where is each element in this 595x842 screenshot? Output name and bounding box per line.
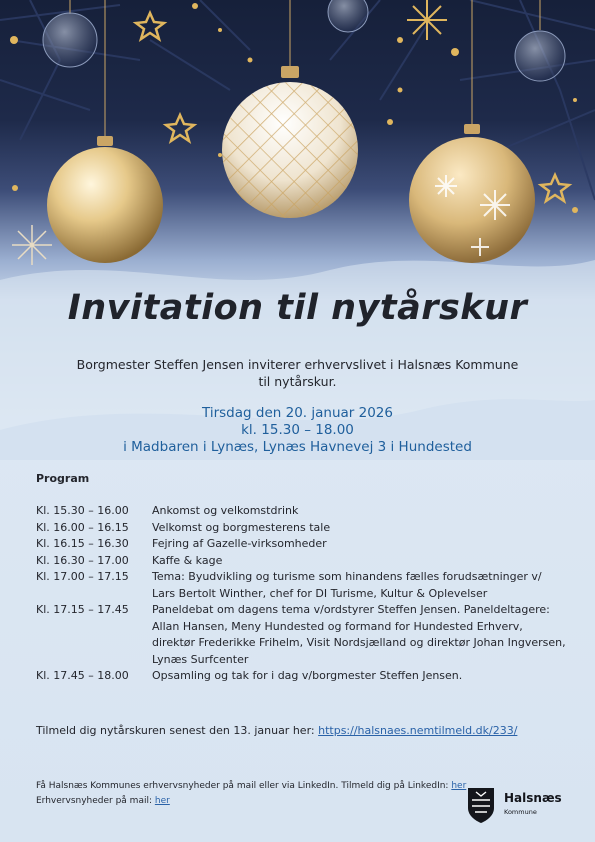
program-item	[36, 602, 566, 668]
event-details	[40, 405, 555, 456]
footer-mail-text: Erhvervsnyheder på mail:	[36, 796, 155, 806]
bauble-cap	[464, 124, 480, 134]
program-time: Kl. 15.30 – 16.00	[36, 504, 129, 517]
program-desc: Fejring af Gazelle-virksomheder	[152, 537, 327, 550]
bauble-cap	[97, 136, 113, 146]
program-item	[36, 668, 566, 685]
footer-line-2	[36, 794, 476, 809]
linkedin-signup-link[interactable]: her	[451, 781, 467, 791]
program-desc: Tema: Byudvikling og turisme som hinandens fælles forudsætninger v/ Lars Bertolt Winther, chef for DI Turisme, Kultur & Oplevelser	[152, 570, 542, 600]
intro-line-2: til nytårskur.	[258, 374, 337, 389]
program-item	[36, 569, 566, 602]
coat-of-arms-icon	[466, 786, 496, 824]
lattice-bauble-center	[222, 82, 358, 218]
gold-snowflake-icon	[407, 0, 447, 40]
bauble-cap	[281, 66, 299, 78]
signup-label: Tilmeld dig nytårskuren senest den 13. januar her:	[36, 724, 319, 737]
program-time: Kl. 17.00 – 17.15	[36, 570, 129, 583]
mail-signup-link[interactable]: her	[154, 796, 170, 806]
program-item	[36, 520, 566, 537]
glass-bauble	[43, 13, 97, 67]
program-time: Kl. 16.00 – 16.15	[36, 520, 129, 534]
logo-subtitle: Kommune	[504, 808, 537, 816]
program-item	[36, 553, 566, 570]
page-title: Invitation til nytårskur	[67, 288, 528, 328]
footer-text	[36, 779, 476, 809]
program-desc: Paneldebat om dagens tema v/ordstyrer Steffen Jensen. Paneldeltagere: Allan Hansen, Meny Hundested og formand for Hundested Erhverv, direktør Frederikke Frihelm, Visit Nordsjælland og direktør Johan Ingversen, Lynæs Surfcenter	[152, 603, 566, 666]
event-date: Tirsdag den 20. januar 2026	[202, 405, 393, 421]
program-list	[36, 503, 566, 685]
footer-linkedin-text: Få Halsnæs Kommunes erhvervsnyheder på mail eller via LinkedIn. Tilmeld dig på LinkedIn:	[36, 781, 452, 791]
event-place: i Madbaren i Lynæs, Lynæs Havnevej 3 i Hundested	[123, 439, 472, 455]
program-desc: Opsamling og tak for i dag v/borgmester Steffen Jensen.	[152, 669, 463, 682]
signup-link[interactable]: https://halsnaes.nemtilmeld.dk/233/	[318, 724, 518, 737]
event-time: kl. 15.30 – 18.00	[241, 422, 354, 438]
program-desc: Velkomst og borgmesterens tale	[152, 520, 331, 534]
program-time: Kl. 16.30 – 17.00	[36, 553, 129, 567]
program-heading: Program	[36, 472, 90, 485]
program-desc: Kaffe & kage	[152, 553, 223, 567]
program-time: Kl. 17.15 – 17.45	[36, 603, 129, 616]
intro-text	[40, 356, 555, 390]
program-time: Kl. 17.45 – 18.00	[36, 669, 129, 682]
glass-bauble	[328, 0, 368, 32]
signup-text	[36, 724, 576, 737]
program-time: Kl. 16.15 – 16.30	[36, 537, 129, 550]
logo-name: Halsnæs	[504, 791, 562, 805]
program-item	[36, 536, 566, 553]
glass-bauble	[515, 31, 565, 81]
footer-line-1	[36, 779, 476, 794]
program-item	[36, 503, 566, 520]
program-desc: Ankomst og velkomstdrink	[152, 504, 299, 517]
intro-line-1: Borgmester Steffen Jensen inviterer erhvervslivet i Halsnæs Kommune	[76, 357, 519, 372]
halsnaes-logo	[466, 786, 566, 826]
